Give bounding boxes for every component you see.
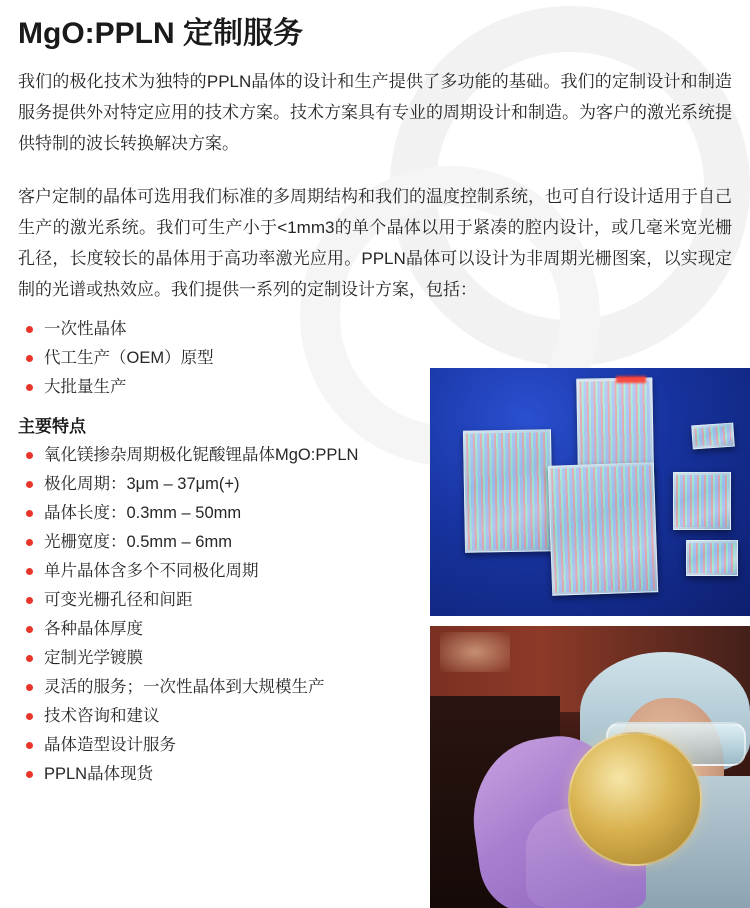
list-item: 单片晶体含多个不同极化周期 [18, 557, 732, 586]
list-item: 可变光栅孔径和间距 [18, 586, 732, 615]
list-item: 晶体造型设计服务 [18, 731, 732, 760]
list-item: 大批量生产 [18, 373, 732, 402]
page-title: MgO:PPLN 定制服务 [18, 17, 303, 50]
list-item: 各种晶体厚度 [18, 615, 732, 644]
list-item: 灵活的服务；一次性晶体到大规模生产 [18, 673, 732, 702]
list-item: 光栅宽度：0.5mm – 6mm [18, 528, 732, 557]
features-heading: 主要特点 [18, 417, 86, 436]
list-item: PPLN晶体现货 [18, 760, 732, 789]
crystal-slab [673, 472, 731, 530]
crystal-slab [686, 540, 738, 576]
list-item: 晶体长度：0.3mm – 50mm [18, 499, 732, 528]
list-item: 技术咨询和建议 [18, 702, 732, 731]
intro-paragraph-1: 我们的极化技术为独特的PPLN晶体的设计和生产提供了多功能的基础。我们的定制设计和制造服务提供外对特定应用的技术方案。技术方案具有专业的周期设计和制造。为客户的激光系统提供特制的波长转换解决方案。 [18, 72, 732, 153]
crystal-slab [548, 462, 658, 596]
cleanroom-technician-wafer-photo [430, 626, 750, 908]
list-item: 极化周期：3μm – 37μm(+) [18, 470, 732, 499]
intro-paragraph-2: 客户定制的晶体可选用我们标准的多周期结构和我们的温度控制系统，也可自行设计适用于自己生产的激光系统。我们可生产小于<1mm3的单个晶体以用于紧凑的腔内设计，或几毫米宽光栅孔径，长度较长的晶体用于高功率激光应用。PPLN晶体可以设计为非周期光栅图案，以实现定制的光谱或热效应。我们提供一系列的定制设计方案，包括： [18, 187, 732, 299]
crystal-red-highlight [616, 376, 646, 383]
crystal-slab [691, 423, 735, 450]
photo-light-glow [440, 632, 510, 672]
list-item: 定制光学镀膜 [18, 644, 732, 673]
list-item: 一次性晶体 [18, 315, 732, 344]
list-item: 代工生产（OEM）原型 [18, 344, 732, 373]
ppln-crystal-samples-photo [430, 368, 750, 616]
crystal-slab [463, 429, 553, 553]
list-item: 氧化镁掺杂周期极化铌酸锂晶体MgO:PPLN [18, 441, 732, 470]
lithium-niobate-wafer [568, 732, 702, 866]
